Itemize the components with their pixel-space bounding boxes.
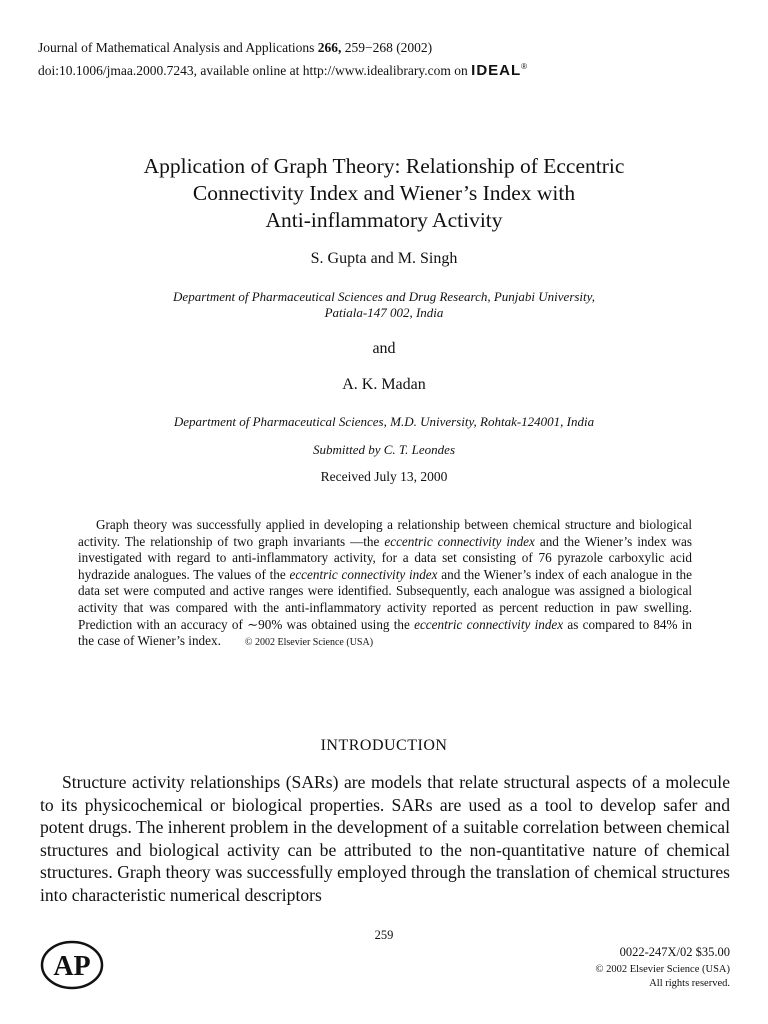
footer-copyright-block <box>595 963 730 991</box>
journal-name: Journal of Mathematical Analysis and Applications <box>38 40 315 55</box>
academic-press-logo <box>40 940 104 990</box>
abstract-text-2: and the Wiener’s index was investigated with regard to anti-inflammatory activity, for a data set consisting of 76 pyrazole carboxylic acid hydrazide analogues. The values of the <box>78 533 693 582</box>
section-heading-introduction: INTRODUCTION <box>320 737 448 754</box>
rights-reserved: All rights reserved. <box>649 978 730 989</box>
authors-2: A. K. Madan <box>342 376 426 393</box>
authors-1: S. Gupta and M. Singh <box>310 250 458 267</box>
journal-header <box>38 38 528 80</box>
logo-text: AP <box>53 951 91 982</box>
registered-mark: ® <box>521 62 529 71</box>
paper-title <box>0 153 768 234</box>
affiliation-1-line-1: Department of Pharmaceutical Sciences and Drug Research, Punjabi University, <box>173 289 595 304</box>
journal-pages-year: 259−268 (2002) <box>344 40 433 55</box>
title-line-2: Connectivity Index and Wiener’s Index with <box>192 181 576 205</box>
abstract-text-3: and the Wiener’s index of each analogue in the data set were computed and active ranges were identified. Subsequently, each analogue was assigned a biological activity that was compared with the anti-inflammatory activity reported as percent reduction in paw swelling. Prediction with an accuracy of ∼90% was obtained using the <box>78 566 692 632</box>
abstract-italic-2: eccentric connectivity index <box>289 566 438 582</box>
footer-copyright: © 2002 Elsevier Science (USA) <box>595 964 730 975</box>
journal-citation <box>38 38 528 57</box>
abstract-text-4: as compared to 84% in the case of Wiener’s index. <box>78 616 692 649</box>
submitted-by: Submitted by C. T. Leondes <box>312 442 456 457</box>
journal-volume: 266, <box>317 40 342 55</box>
doi-line <box>38 57 528 80</box>
abstract <box>78 517 692 652</box>
abstract-italic-3: eccentric connectivity index <box>414 616 564 632</box>
affiliation-1 <box>0 289 768 321</box>
ideal-logo-text: IDEAL <box>471 62 522 79</box>
page-number: 259 <box>374 928 394 942</box>
received-date: Received July 13, 2000 <box>320 469 448 484</box>
introduction-body <box>40 771 730 906</box>
title-line-1: Application of Graph Theory: Relationship of Eccentric <box>143 154 625 178</box>
affiliation-2: Department of Pharmaceutical Sciences, M.D. University, Rohtak-124001, India <box>173 414 595 429</box>
title-line-3: Anti-inflammatory Activity <box>265 208 503 232</box>
ideal-logo <box>471 57 528 80</box>
introduction-paragraph: Structure activity relationships (SARs) are models that relate structural aspects of a molecule to its physicochemical or biological properties. SARs are used as a tool to develop safer and potent drugs. The inherent problem in the development of a suitable correlation between chemical structures and biological activity can be attributed to the non-quantitative nature of chemical structures. Graph theory was successfully employed through the translation of chemical structures into characteristic numerical descriptors <box>40 772 730 905</box>
affiliation-1-line-2: Patiala-147 002, India <box>324 305 444 320</box>
and-separator: and <box>372 340 396 357</box>
abstract-italic-1: eccentric connectivity index <box>384 533 535 549</box>
academic-press-logo-icon <box>40 940 104 990</box>
issn-price: 0022-247X/02 $35.00 <box>619 945 730 959</box>
doi-text: doi:10.1006/jmaa.2000.7243, available online at http://www.idealibrary.com on <box>38 63 468 78</box>
abstract-paragraph <box>78 517 692 652</box>
abstract-text-1: Graph theory was successfully applied in developing a relationship between chemical structure and biological activity. The relationship of two graph invariants —the <box>78 517 692 549</box>
abstract-copyright: © 2002 Elsevier Science (USA) <box>244 637 374 649</box>
